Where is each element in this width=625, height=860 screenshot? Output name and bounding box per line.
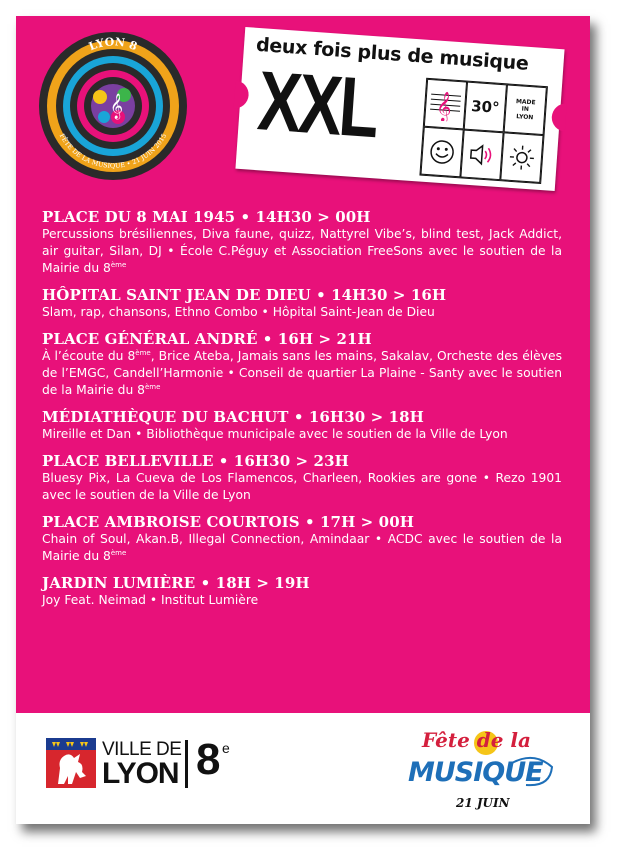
smiley-icon [420, 127, 463, 178]
event-title: JARDIN LUMIÈRE • 18H > 19H [42, 574, 310, 592]
arrondissement-number: 8 [196, 735, 221, 784]
event-description: Percussions brésiliennes, Diva faune, quizz, Nattyrel Vibe’s, blind test, Jack Addict, air guitar, Silan, DJ • École C.Péguy et Association FreeSons avec le soutien de la Mairie du 8ème [42, 227, 562, 275]
badge-text [38, 31, 188, 181]
temperature-label: 30° [464, 82, 507, 133]
svg-text:𝄞: 𝄞 [435, 91, 453, 123]
fete-title: Fête de la [422, 728, 531, 752]
made-in-line-3: LYON [515, 112, 534, 122]
event-title: PLACE AMBROISE COURTOIS • 17H > 00H [42, 513, 415, 531]
ticket-headline: XXL [254, 53, 380, 156]
event-description: Chain of Soul, Akan.B, Illegal Connection, Amindaar • ACDC avec le soutien de la Mairie du 8ème [42, 532, 562, 563]
badge-city: LYON 8 [86, 35, 140, 54]
event-description: Bluesy Pix, La Cueva de Los Flamencos, Charleen, Rookies are gone • Rezo 1901 avec le soutien de la Ville de Lyon [42, 471, 562, 502]
event-item [42, 286, 562, 321]
event-title: PLACE DU 8 MAI 1945 • 14H30 > 00H [42, 208, 371, 226]
event-title: HÔPITAL SAINT JEAN DE DIEU • 14H30 > 16H [42, 286, 447, 304]
event-description: Mireille et Dan • Bibliothèque municipale avec le soutien de la Ville de Lyon [42, 427, 508, 441]
made-in-line-1: MADE [515, 97, 536, 107]
made-in-line-2: IN [521, 105, 530, 114]
event-description: À l’écoute du 8ème, Brice Ateba, Jamais sans les mains, Sakalav, Orcheste des élèves de l’EMGC, Candell’Harmonie • Conseil de quartier La Plaine - Santy avec le soutien de la Mairie du 8ème [42, 348, 562, 397]
event-item [42, 513, 562, 565]
lyon-label: LYON [102, 757, 179, 790]
program-list [42, 208, 562, 618]
music-staff-icon [424, 79, 467, 130]
ville-de-label: VILLE DE [102, 739, 182, 760]
svg-text:FÊTE DE LA MUSIQUE • 21 JUIN 2 [58, 132, 169, 170]
event-description: Joy Feat. Neimad • Institut Lumière [42, 593, 259, 607]
badge-ring-text: FÊTE DE LA MUSIQUE • 21 JUIN 2015 [57, 132, 169, 170]
event-title: PLACE BELLEVILLE • 16H30 > 23H [42, 452, 349, 470]
event-title: MÉDIATHÈQUE DU BACHUT • 16H30 > 18H [42, 408, 424, 426]
event-title: PLACE GÉNÉRAL ANDRÉ • 16H > 21H [42, 330, 372, 348]
event-description: Slam, rap, chansons, Ethno Combo • Hôpital Saint-Jean de Dieu [42, 305, 435, 319]
event-item [42, 452, 562, 504]
fete-musique: MUSIQUE [408, 757, 543, 788]
fete-date: 21 JUIN [456, 796, 510, 810]
event-item [42, 408, 562, 443]
made-in-lyon-label [504, 84, 547, 135]
event-item [42, 208, 562, 277]
arrondissement-suffix: e [222, 740, 230, 756]
fete-de-la-musique-logo [404, 721, 564, 816]
event-item [42, 574, 562, 609]
logo-divider [185, 740, 188, 788]
ticket-tagline: deux fois plus de musique [255, 33, 530, 75]
lion-crest-icon [46, 738, 96, 788]
sun-icon [500, 132, 543, 183]
svg-text:LYON 8 [87, 35, 139, 53]
treble-clef-icon: 𝄞 [110, 94, 124, 119]
event-poster [16, 16, 590, 824]
ticket-icon-grid [419, 78, 548, 184]
event-item [42, 330, 562, 399]
ville-de-lyon-logo [46, 735, 256, 790]
speaker-icon [460, 129, 503, 180]
xxl-ticket [235, 27, 564, 191]
